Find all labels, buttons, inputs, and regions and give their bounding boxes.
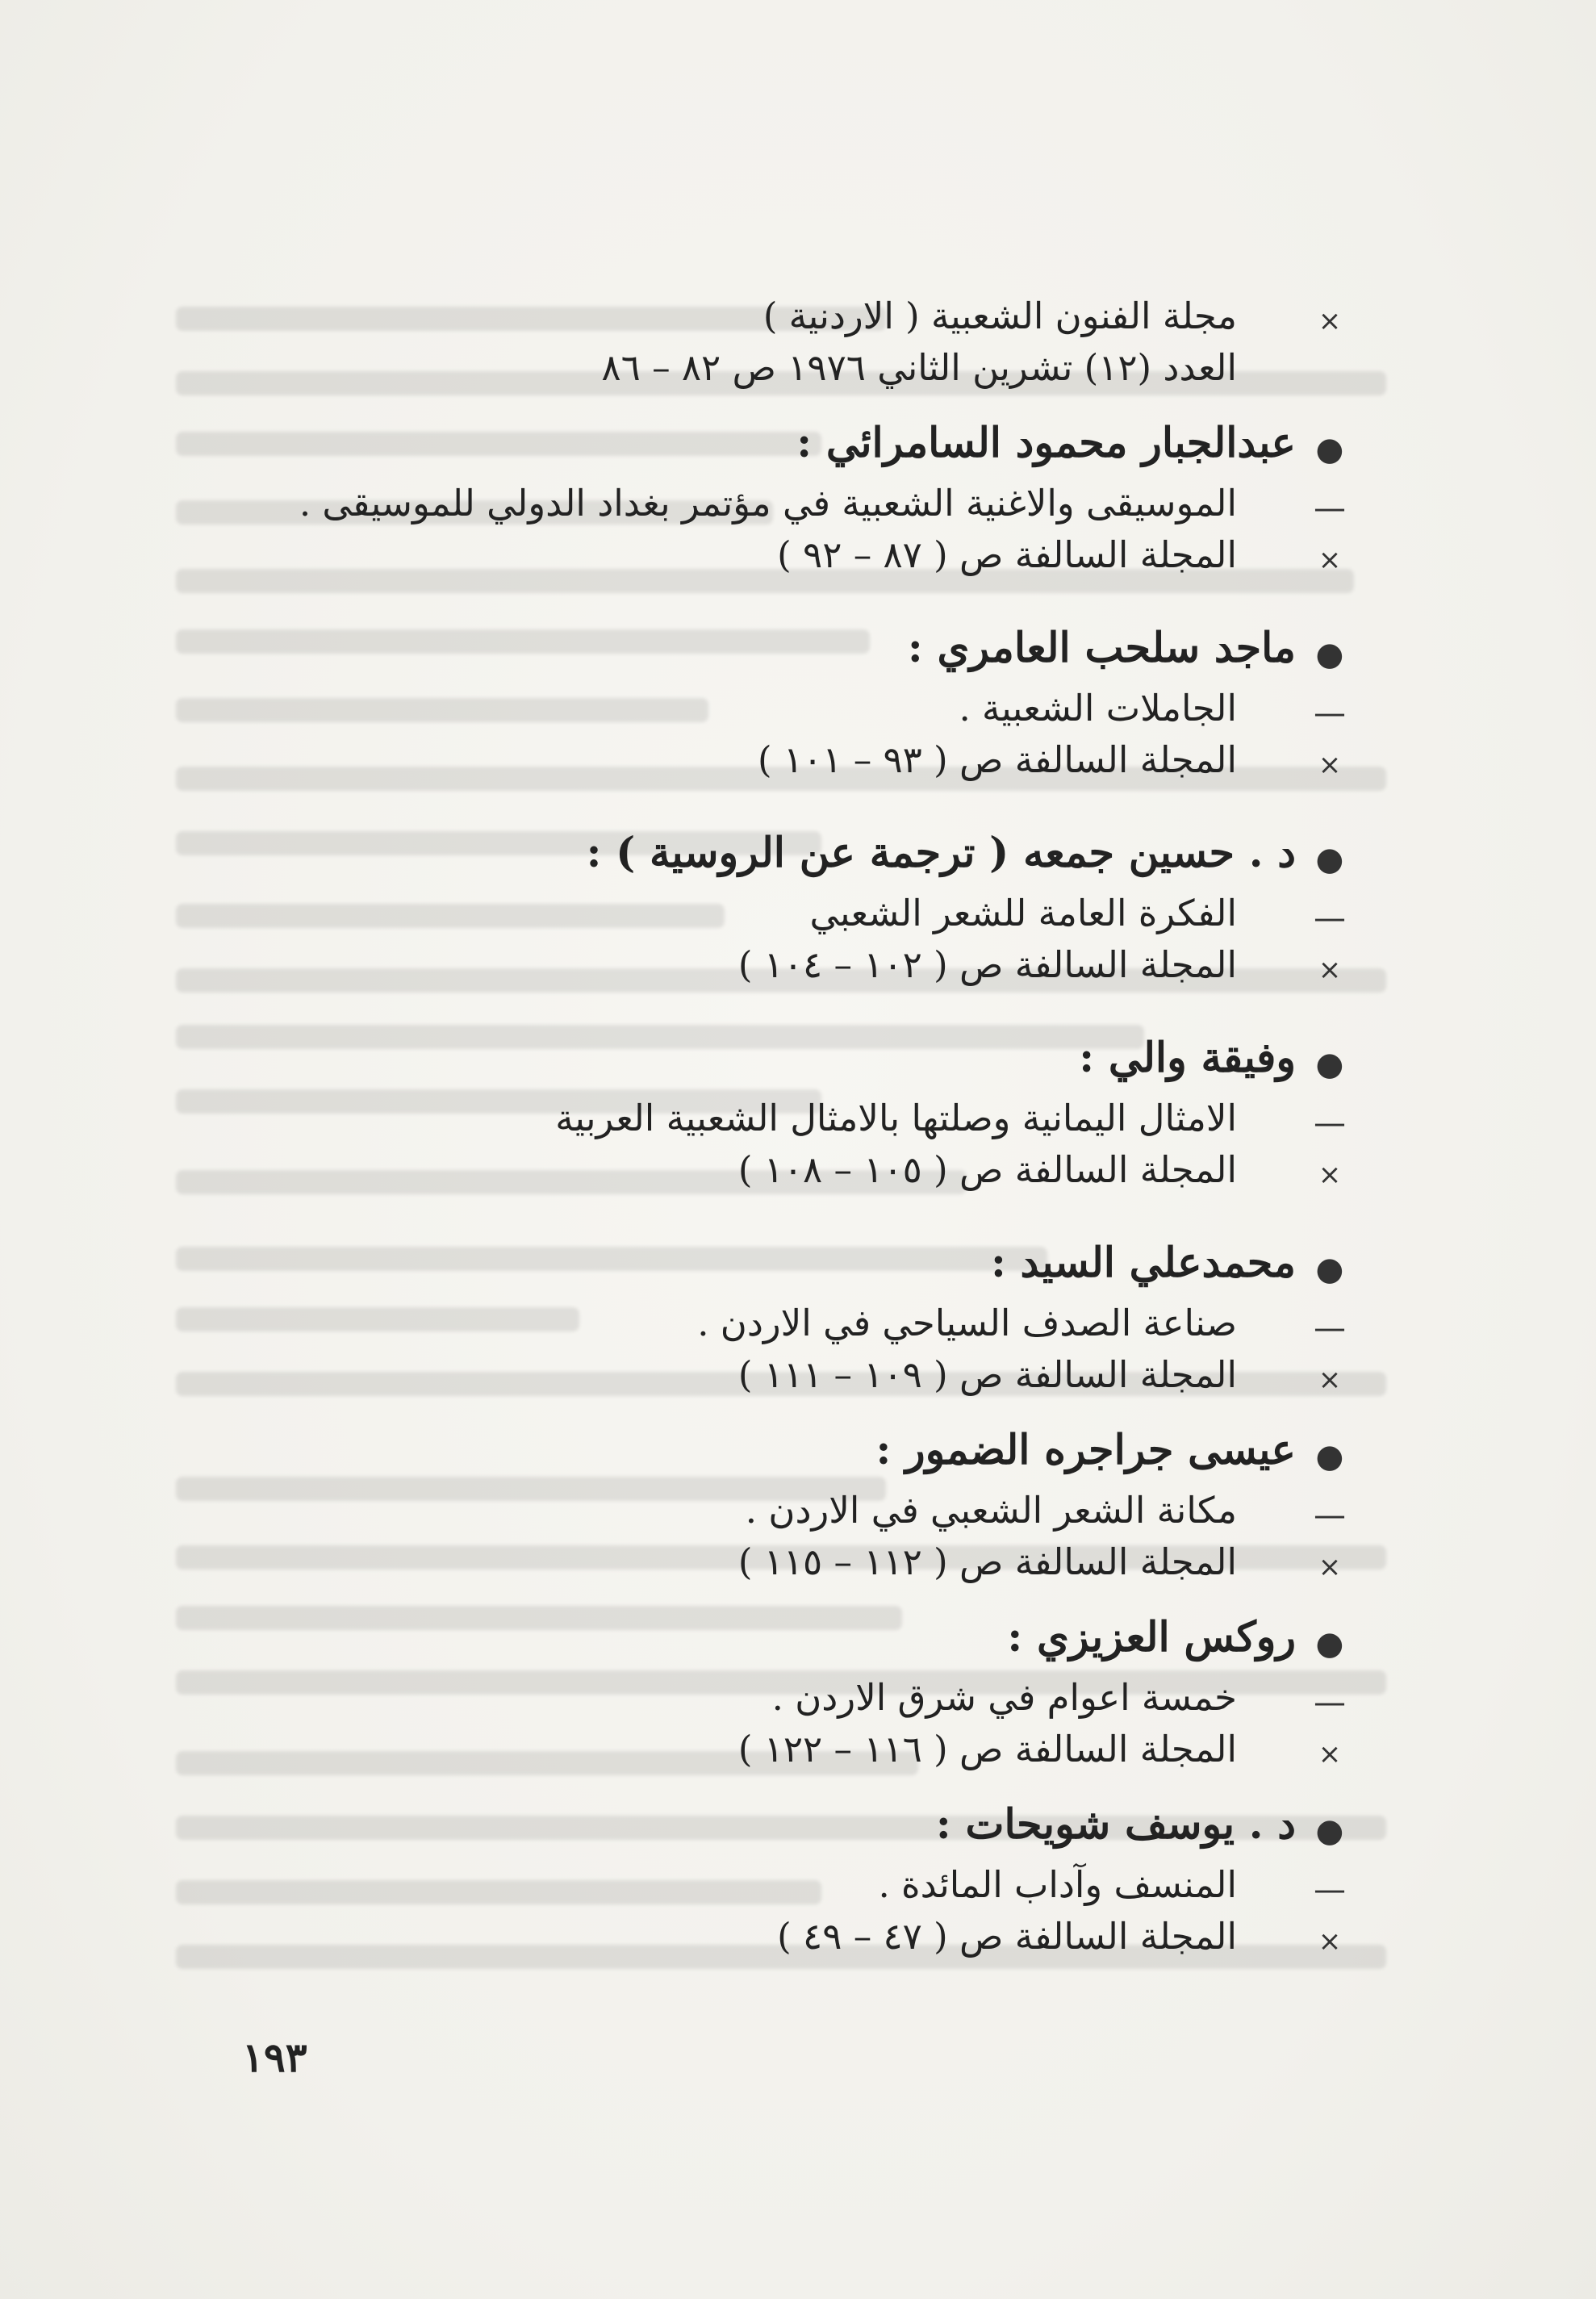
bullet-icon: ●: [1315, 1625, 1344, 1662]
title-line: [297, 1672, 1346, 1724]
citation-text: المجلة السالفة ص ( ١٠٥ – ١٠٨ ): [737, 1148, 1237, 1191]
article-title: الجاملات الشعبية .: [959, 687, 1237, 729]
author-name: وفيقة والي :: [1079, 1034, 1296, 1082]
citation-text: العدد (١٢) تشرين الثاني ١٩٧٦ ص ٨٢ – ٨٦: [601, 346, 1237, 389]
author-name: محمدعلي السيد :: [990, 1239, 1296, 1287]
article-title: الفكرة العامة للشعر الشعبي: [809, 892, 1237, 934]
citation-text: المجلة السالفة ص ( ٨٧ – ٩٢ ): [777, 533, 1237, 576]
citation-text: المجلة السالفة ص ( ١٠٢ – ١٠٤ ): [737, 943, 1237, 986]
article-title: المنسف وآداب المائدة .: [878, 1863, 1237, 1906]
bullet-icon: ●: [1315, 1251, 1344, 1288]
title-line: [297, 683, 1346, 734]
citation-text: مجلة الفنون الشعبية ( الاردنية ): [762, 295, 1237, 337]
bullet-icon: ●: [1315, 1812, 1344, 1850]
bullet-icon: ●: [1315, 1046, 1344, 1083]
article-title: صناعة الصدف السياحي في الاردن .: [697, 1302, 1237, 1344]
citation-text: المجلة السالفة ص ( ١٠٩ – ١١١ ): [737, 1353, 1237, 1396]
cross-marker-icon: ×: [1318, 1551, 1342, 1583]
author-heading: [297, 1790, 1344, 1859]
citation-line: [297, 1724, 1342, 1775]
bullet-icon: ●: [1315, 841, 1344, 878]
bibliography-list: [297, 291, 1346, 1963]
page-number: ١٩٣: [242, 2034, 307, 2081]
citation-line: [297, 291, 1342, 342]
title-line: [297, 478, 1346, 529]
citation-line: [297, 734, 1342, 786]
bullet-icon: ●: [1315, 1438, 1344, 1475]
author-name: ماجد سلحب العامري :: [907, 624, 1296, 672]
author-heading: [297, 1415, 1344, 1485]
author-name: عبدالجبار محمود السامرائي :: [796, 419, 1296, 467]
dash-marker-icon: —: [1314, 490, 1346, 527]
dash-marker-icon: —: [1314, 1497, 1346, 1534]
citation-continuation-line: [297, 342, 1297, 394]
cross-marker-icon: ×: [1318, 954, 1342, 986]
citation-text: المجلة السالفة ص ( ٤٧ – ٤٩ ): [777, 1915, 1237, 1958]
cross-marker-icon: ×: [1318, 749, 1342, 781]
citation-line: [297, 1349, 1342, 1401]
cross-marker-icon: ×: [1318, 1364, 1342, 1396]
dash-marker-icon: —: [1314, 1310, 1346, 1347]
bullet-icon: ●: [1315, 431, 1344, 468]
bullet-icon: ●: [1315, 636, 1344, 673]
dash-marker-icon: —: [1314, 1871, 1346, 1908]
author-heading: [297, 1023, 1344, 1093]
cross-marker-icon: ×: [1318, 305, 1342, 337]
article-title: خمسة اعوام في شرق الاردن .: [771, 1676, 1237, 1719]
article-title: الموسيقى والاغنية الشعبية في مؤتمر بغداد الدولي للموسيقى .: [299, 482, 1237, 525]
article-title: مكانة الشعر الشعبي في الاردن .: [745, 1489, 1237, 1532]
cross-marker-icon: ×: [1318, 1738, 1342, 1770]
citation-line: [297, 529, 1342, 581]
cross-marker-icon: ×: [1318, 544, 1342, 576]
cross-marker-icon: ×: [1318, 1159, 1342, 1191]
author-heading: [297, 613, 1344, 683]
citation-line: [297, 1536, 1342, 1588]
dash-marker-icon: —: [1314, 900, 1346, 937]
citation-text: المجلة السالفة ص ( ٩٣ – ١٠١ ): [758, 738, 1237, 781]
citation-line: [297, 1911, 1342, 1963]
author-heading: [297, 1228, 1344, 1298]
cross-marker-icon: ×: [1318, 1925, 1342, 1958]
citation-text: المجلة السالفة ص ( ١١٦ – ١٢٢ ): [737, 1728, 1237, 1770]
author-name: عيسى جراجره الضمور :: [875, 1426, 1296, 1474]
author-name: روكس العزيزي :: [1007, 1613, 1296, 1662]
title-line: [297, 1298, 1346, 1349]
author-name: د . حسين جمعه ( ترجمة عن الروسية ) :: [586, 829, 1296, 877]
citation-text: المجلة السالفة ص ( ١١٢ – ١١٥ ): [737, 1540, 1237, 1583]
author-heading: [297, 818, 1344, 888]
title-line: [297, 1859, 1346, 1911]
dash-marker-icon: —: [1314, 1105, 1346, 1142]
title-line: [297, 1485, 1346, 1536]
citation-line: [297, 939, 1342, 991]
author-heading: [297, 408, 1344, 478]
dash-marker-icon: —: [1314, 1684, 1346, 1721]
dash-marker-icon: —: [1314, 695, 1346, 732]
citation-line: [297, 1144, 1342, 1196]
article-title: الامثال اليمانية وصلتها بالامثال الشعبية العربية: [555, 1097, 1237, 1139]
title-line: [297, 1093, 1346, 1144]
title-line: [297, 888, 1346, 939]
author-heading: [297, 1603, 1344, 1672]
author-name: د . يوسف شويحات :: [935, 1800, 1296, 1849]
